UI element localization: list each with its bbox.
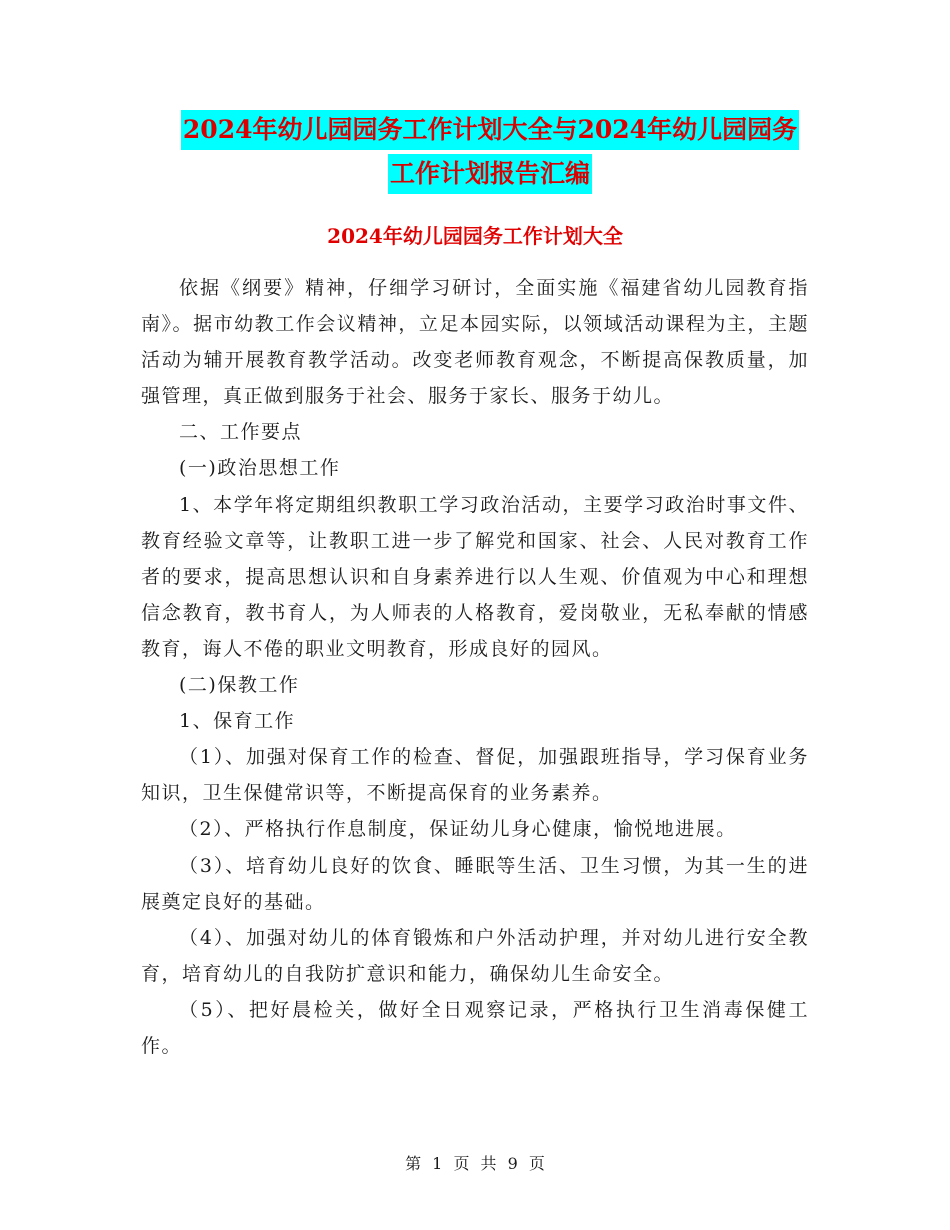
heading-care-work: 1、保育工作	[179, 710, 296, 733]
paragraph-political-study: 1、本学年将定期组织教职工学习政治活动，主要学习政治时事文件、教育经验文章等，让教职工进一步了解党和国家、社会、人民对教育工作者的要求，提高思想认识和自身素养进行以人生观、价值观为中心和理想信念教育，教书育人，为人师表的人格教育，爱岗敬业，无私奉献的情感教育，诲人不倦的职业文明教育，形成良好的园风。	[141, 493, 809, 660]
heading-political-work: (一)政治思想工作	[179, 457, 341, 480]
list-item-4: （4）、加强对幼儿的体育锻炼和户外活动护理，并对幼儿进行安全教育，培育幼儿的自我防扩意识和能力，确保幼儿生命安全。	[141, 926, 809, 985]
document-title-line-1: 2024年幼儿园园务工作计划大全与2024年幼儿园园务	[181, 110, 799, 150]
heading-work-points: 二、工作要点	[179, 421, 303, 444]
list-item-3: （3）、培育幼儿良好的饮食、睡眠等生活、卫生习惯，为其一生的进展奠定良好的基础。	[141, 854, 809, 913]
list-item-1: （1）、加强对保育工作的检查、督促，加强跟班指导，学习保育业务知识，卫生保健常识等，不断提高保育的业务素养。	[141, 746, 809, 805]
section-title: 2024年幼儿园园务工作计划大全	[327, 224, 623, 248]
list-item-2: （2）、严格执行作息制度，保证幼儿身心健康，愉悦地进展。	[179, 818, 737, 841]
list-item-5: （5）、把好晨检关，做好全日观察记录，严格执行卫生消毒保健工作。	[141, 998, 809, 1057]
document-title-line-2: 工作计划报告汇编	[388, 154, 592, 194]
document-body	[141, 270, 809, 1064]
heading-care-education: (二)保教工作	[179, 674, 300, 697]
paragraph-intro: 依据《纲要》精神，仔细学习研讨，全面实施《福建省幼儿园教育指南》。据市幼教工作会议精神，立足本园实际，以领域活动课程为主，主题活动为辅开展教育教学活动。改变老师教育观念，不断提高保教质量，加强管理，真正做到服务于社会、服务于家长、服务于幼儿。	[141, 277, 809, 408]
document-title	[150, 108, 830, 194]
page-footer: 第 1 页 共 9 页	[405, 1154, 545, 1173]
